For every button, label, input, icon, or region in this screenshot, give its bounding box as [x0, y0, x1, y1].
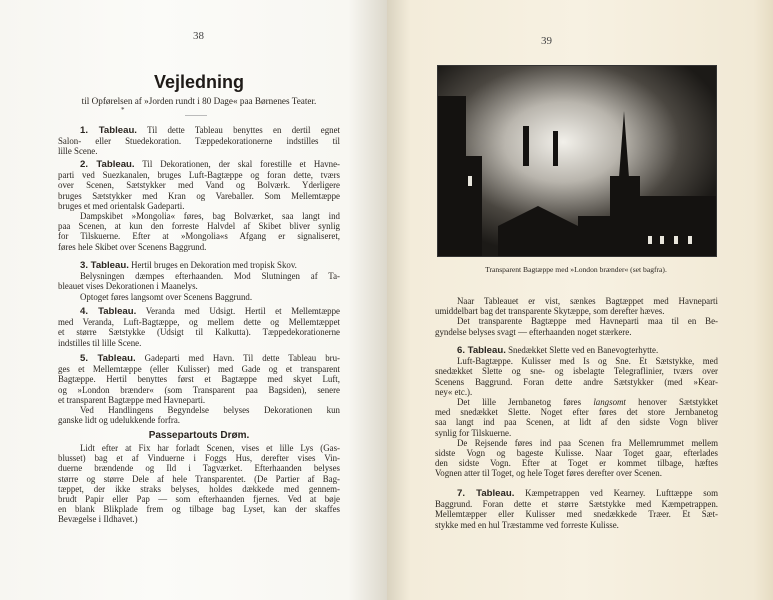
text-line [58, 463, 340, 473]
text-line [58, 211, 340, 221]
text-line [435, 520, 718, 530]
text-line [435, 407, 718, 417]
line-text: duerne brændende og Ild i Tagværket. Efterhaanden belyses [58, 463, 340, 474]
line-text: et transparent Bagtæppe med Havneparti. [58, 394, 206, 405]
line-text: umiddelbart bag det transparente Skytæppe, som derefter hæves. [435, 306, 665, 317]
text-line [435, 366, 718, 376]
line-text: ges et Mellemtæppe (eller Kulisser) med Gade og et transparent [58, 364, 340, 375]
text-line [58, 484, 340, 494]
text-line [58, 405, 340, 415]
line-text: og »London brænder« (som Transparent paa Bagsiden), senere [58, 384, 340, 395]
line-text: indstilles til lille Scene. [58, 337, 142, 348]
line-text: De Rejsende føres ind paa Scenen fra Mellemrummet mellem [457, 437, 718, 448]
text-line [435, 468, 718, 478]
page-number: 38 [193, 30, 204, 42]
naar-paragraph [435, 296, 718, 337]
text-line [58, 317, 340, 327]
text-line [435, 499, 718, 509]
line-text: den sidste Vogn. Efter at Toget er kommet tilbage, hæftes [435, 458, 718, 469]
line-text: Lidt efter at Fix har forladt Scenen, vises et lille Lys (Gas- [80, 443, 340, 453]
text-line [58, 170, 340, 180]
text-line [58, 292, 340, 302]
text-line [435, 387, 718, 397]
line-text: Til Dekorationen, der skal forestille et Havne- [134, 159, 340, 169]
line-text: Det lille Jernbanetog føres [457, 397, 594, 408]
text-line [58, 146, 340, 156]
line-text: bruges et med orientalsk Gadeparti. [58, 200, 185, 211]
tableau-label: 7. Tableau. [457, 488, 515, 499]
text-line [58, 453, 340, 463]
text-line [435, 448, 718, 458]
asterisk: * [121, 106, 125, 114]
line-text: Ved Handlingens Begyndelse belyses Dekorationen kun [80, 405, 340, 416]
line-text: Det transparente Bagtæppe med Havneparti maa til en Be- [457, 316, 718, 327]
tableau-label: 3. Tableau. [80, 260, 129, 271]
figure-caption: Transparent Bagtæppe med »London brænder« (set bagfra). [485, 265, 667, 274]
line-text: saa langt ind paa Scenen, at lidt af den sidste Vogn bliver [435, 417, 718, 428]
text-line [58, 201, 340, 211]
line-text: synlig for Tilskuerne. [435, 427, 512, 438]
divider [185, 115, 207, 116]
line-text: Til dette Tableau benyttes en dertil egnet [136, 125, 340, 135]
text-line [435, 345, 718, 356]
tableau-7 [435, 488, 718, 530]
tableau-1 [58, 125, 340, 157]
line-text: Snedækket Slette ved en Banevogterhytte. [505, 345, 659, 355]
text-line [58, 327, 340, 337]
burning-london-illustration [437, 65, 717, 257]
text-line [435, 428, 718, 438]
text-line [58, 221, 340, 231]
text-line [435, 417, 718, 427]
line-text: stykke med en hul Træstamme ved forreste Kulisse. [435, 519, 619, 530]
line-text: føres hele Skibet over Scenens Baggrund. [58, 241, 207, 252]
line-text: Vognen atter til Toget, og hele Toget føres derefter over Scenen. [435, 468, 662, 479]
text-line [435, 509, 718, 519]
text-line [58, 260, 340, 271]
line-text: brudt Papir eller Pap — som efterhaanden fjernes. Ved at bøje [58, 494, 340, 505]
dream-paragraph [58, 443, 340, 525]
line-text: Belysningen dæmpes efterhaanden. Mod Slutningen af Ta- [80, 271, 340, 282]
text-line [58, 374, 340, 384]
text-line [58, 443, 340, 453]
line-text: ney« etc.). [435, 386, 473, 397]
text-line [58, 474, 340, 484]
text-line [58, 271, 340, 281]
line-text: sidste Vogn og bageste Kulisse. Naar Toget gaar, efterlades [435, 448, 718, 459]
line-text: blusset) bag et af Vinduerne i Foggs Hus, derefter vises Vin- [58, 453, 340, 464]
text-line [58, 385, 340, 395]
line-text: Optoget føres langsomt over Scenens Baggrund. [80, 291, 253, 302]
text-line [58, 353, 340, 364]
tableau-label: 6. Tableau. [457, 345, 506, 356]
line-text: over Scenen, Sætstykker med Vand og Bolværk. Yderligere [58, 180, 340, 191]
text-line [58, 231, 340, 241]
line-text: Dampskibet »Mongolia« føres, bag Bolværket, saa langt ind [80, 211, 340, 222]
line-text: Bevægelse i Ildhavet.) [58, 514, 138, 525]
line-text: lille Scene. [58, 146, 98, 157]
text-line [58, 125, 340, 136]
line-text: Luft-Bagtæppe. Kulisser med Is og Sne. Et Sætstykke, med [457, 356, 718, 367]
line-text: Hertil bruges en Dekoration med tropisk Skov. [128, 260, 297, 270]
text-line [435, 306, 718, 316]
line-text: gyndelse belyses svagt — efterhaanden noget stærkere. [435, 326, 632, 337]
line-text: Bagtæppe. Hertil benyttes først et Bagtæppe med skyet Luft, [58, 374, 340, 385]
tableau-label: 4. Tableau. [80, 306, 137, 317]
text-line [435, 377, 718, 387]
text-line [58, 338, 340, 348]
line-text: større og større Dele af hele Transparentet. (De Partier af Bag- [58, 473, 340, 484]
line-text: paa Scenen, at kun den forreste Halvdel af Skibet bliver synlig [58, 221, 340, 232]
subtitle: til Opførelsen af »Jorden rundt i 80 Dage« paa Børnenes Teater. [81, 96, 317, 106]
text-line [58, 494, 340, 504]
text-line [435, 488, 718, 499]
text-line [58, 514, 340, 524]
line-text: med Veranda, Luft-Bagtæppe, og mellem dette og Mellemtæppet [58, 317, 340, 328]
text-line [58, 504, 340, 514]
tableau-6 [435, 345, 718, 479]
line-text: parti ved Suezkanalen, bruges Luft-Bagtæppe og foran dette, tværs [58, 170, 340, 181]
text-line [58, 180, 340, 190]
line-text: Naar Tableauet er vist, sænkes Bagtæppet med Havneparti [457, 296, 718, 306]
line-text: Kæmpetrappen ved Kearney. Lufttæppe som [514, 488, 718, 498]
line-text: Scenens Baggrund. Foran dette andre Sætstykker (med »Kear- [435, 376, 718, 387]
line-text: Gadeparti med Havn. Til dette Tableau bru- [135, 353, 341, 363]
tableau-5 [58, 353, 340, 425]
text-line [58, 395, 340, 405]
text-line [435, 327, 718, 337]
tableau-label: 1. Tableau. [80, 125, 137, 136]
text-line [58, 136, 340, 146]
tableau-3 [58, 260, 340, 302]
line-text: Veranda med Udsigt. Hertil et Mellemtæppe [136, 306, 340, 316]
tableau-2 [58, 159, 340, 252]
emphasis-text: langsomt [593, 397, 626, 408]
page-number: 39 [541, 35, 552, 47]
section-heading: Passepartouts Drøm. [148, 430, 250, 441]
text-line [435, 296, 718, 306]
tableau-label: 5. Tableau. [80, 353, 136, 364]
line-text: med snedækket Slette. Noget efter føres det store Jernbanetog [435, 407, 718, 418]
line-text: et større Sætstykke (Udsigt til Kalkutta). Tæppedekorationerne [58, 327, 340, 338]
tableau-label: 2. Tableau. [80, 159, 135, 170]
line-text: tæppet, der ikke straks belyses, holdes dækkede med gennem- [58, 483, 340, 494]
line-text: Baggrund. Foran dette et større Sætstykke med Kæmpetrappen. [435, 499, 718, 510]
page-title: Vejledning [153, 72, 245, 92]
text-line [435, 356, 718, 366]
line-text: bleauet vises Dekorationen i Maanelys. [58, 281, 198, 292]
line-text: for Tilskuerne. Efter at »Mongolia«s Afgang er signaliseret, [58, 231, 340, 242]
line-text: en blank Blikplade frem og tilbage bag Lyset, kan der skaffes [58, 504, 340, 515]
line-text: Salon- eller Stuedekoration. Tæppedekorationerne indstilles til [58, 136, 340, 147]
text-line [435, 397, 718, 407]
line-text: ganske lidt og udelukkende forfra. [58, 415, 180, 426]
text-line [58, 191, 340, 201]
text-line [435, 316, 718, 326]
text-line [58, 159, 340, 170]
text-line [58, 281, 340, 291]
line-text: bruges Sætstykker med Kran og Vareballer. Som Mellemtæppe [58, 190, 340, 201]
text-line [58, 242, 340, 252]
tableau-4 [58, 306, 340, 348]
line-text: henover Sætstykket [625, 397, 718, 408]
text-line [435, 458, 718, 468]
line-text: Mellemtæpper eller Kulisser med snedækkede Træer. Et Sæt- [435, 509, 718, 520]
text-line [58, 415, 340, 425]
line-text: snedækket Slette og sne- og isbelagte Telegraflinier, tværs over [435, 366, 718, 377]
text-line [435, 438, 718, 448]
text-line [58, 306, 340, 317]
text-line [58, 364, 340, 374]
